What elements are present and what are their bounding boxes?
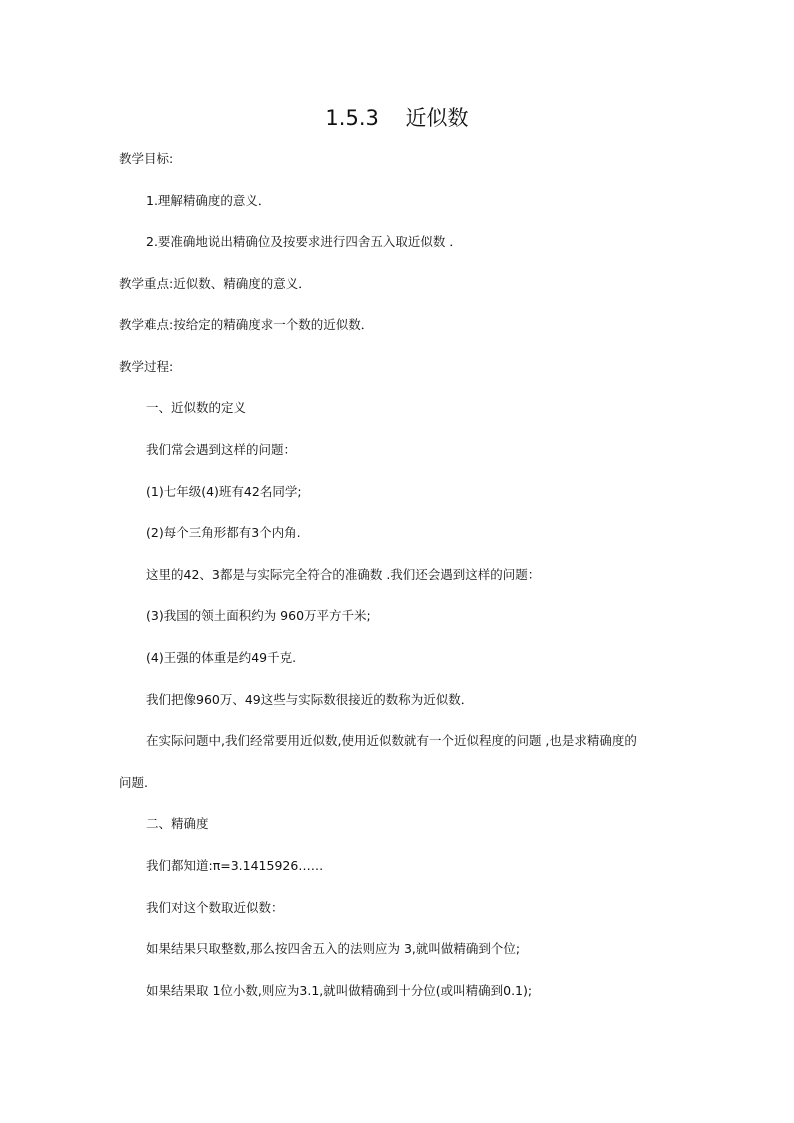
difficult-points: 教学难点:按给定的精确度求一个数的近似数． bbox=[119, 317, 374, 332]
paragraph: 我们对这个数取近似数： bbox=[146, 900, 284, 915]
paragraph: 在实际问题中,我们经常要用近似数,使用近似数就有一个近似程度的问题 ,也是求精确度的 bbox=[146, 733, 637, 748]
paragraph-continuation: 问题. bbox=[119, 775, 148, 790]
objective-item-2: 2.要准确地说出精确位及按要求进行四舍五入取近似数 ． bbox=[146, 234, 462, 249]
example-item-2: (2)每个三角形都有3个内角. bbox=[146, 525, 301, 540]
section-label-process: 教学过程: bbox=[119, 359, 174, 374]
paragraph: 如果结果取 1位小数,则应为3.1,就叫做精确到十分位(或叫精确到0.1); bbox=[146, 983, 533, 998]
document-title: 1.5.3 近似数 bbox=[325, 106, 469, 130]
paragraph: 我们把像960万、49这些与实际数很接近的数称为近似数． bbox=[146, 692, 474, 707]
section-label-objectives: 教学目标: bbox=[119, 151, 174, 166]
paragraph: 如果结果只取整数,那么按四舍五入的法则应为 3,就叫做精确到个位; bbox=[146, 941, 521, 956]
heading-approximate-definition: 一、近似数的定义 bbox=[146, 400, 247, 415]
example-item-3: (3)我国的领土面积约为 960万平方千米; bbox=[146, 608, 371, 623]
paragraph: 我们常会遇到这样的问题： bbox=[146, 442, 297, 457]
example-item-1: (1)七年级(4)班有42名同学; bbox=[146, 484, 302, 499]
heading-precision: 二、精确度 bbox=[146, 816, 209, 831]
paragraph: 这里的42、3都是与实际完全符合的准确数 .我们还会遇到这样的问题： bbox=[146, 567, 541, 582]
example-item-4: (4)王强的体重是约49千克. bbox=[146, 650, 297, 665]
key-points: 教学重点:近似数、精确度的意义． bbox=[119, 276, 311, 291]
objective-item-1: 1.理解精确度的意义． bbox=[146, 193, 271, 208]
paragraph: 我们都知道:π=3.1415926…… bbox=[146, 858, 324, 873]
